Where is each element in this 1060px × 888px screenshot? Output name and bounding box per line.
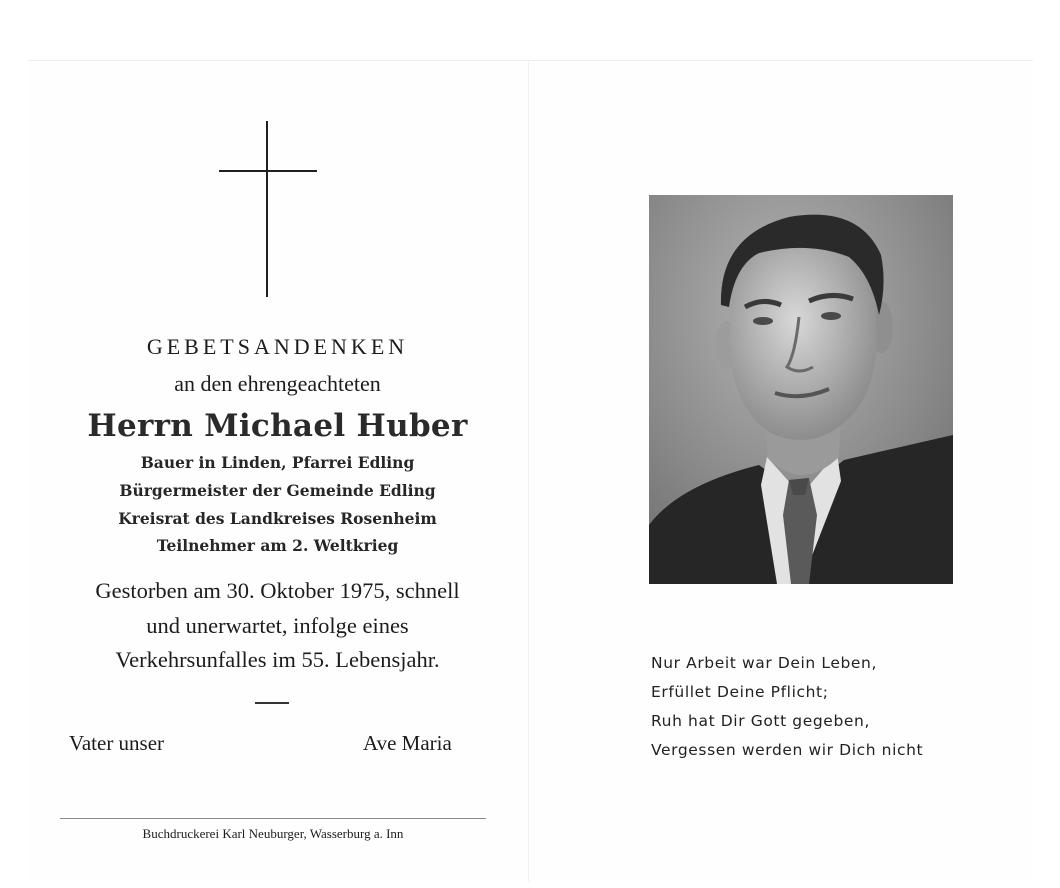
footer-rule: [60, 818, 486, 819]
role-line: Bürgermeister der Gemeinde Edling: [119, 481, 436, 500]
prayer-ave-maria: Ave Maria: [363, 731, 452, 755]
death-notice-line: Gestorben am 30. Oktober 1975, schnell: [95, 578, 460, 603]
portrait-photo: [649, 195, 953, 584]
role-line: Kreisrat des Landkreises Rosenheim: [118, 509, 437, 528]
separator-dash: [255, 702, 289, 704]
poem: [651, 649, 923, 765]
death-notice-line: und unerwartet, infolge eines: [146, 613, 409, 638]
salutation: an den ehrengeachteten: [174, 371, 381, 396]
card-fold-line: [528, 60, 529, 882]
poem-line: Erfüllet Deine Pflicht;: [651, 683, 829, 701]
poem-line: Vergessen werden wir Dich nicht: [651, 741, 924, 759]
prayer-vater-unser: Vater unser: [69, 731, 165, 755]
printer-imprint: Buchdruckerei Karl Neuburger, Wasserburg a. Inn: [142, 826, 404, 841]
deceased-name: Herrn Michael Huber: [87, 408, 468, 444]
card-heading: GEBETSANDENKEN: [146, 334, 409, 359]
poem-line: Nur Arbeit war Dein Leben,: [651, 654, 878, 672]
cross-horizontal-bar: [219, 170, 317, 172]
role-line: Teilnehmer am 2. Weltkrieg: [156, 536, 399, 555]
poem-line: Ruh hat Dir Gott gegeben,: [651, 712, 870, 730]
card-top-edge: [28, 60, 1033, 61]
cross-vertical-bar: [266, 121, 268, 297]
role-line: Bauer in Linden, Pfarrei Edling: [140, 453, 415, 472]
death-notice-line: Verkehrsunfalles im 55. Lebensjahr.: [115, 647, 440, 672]
